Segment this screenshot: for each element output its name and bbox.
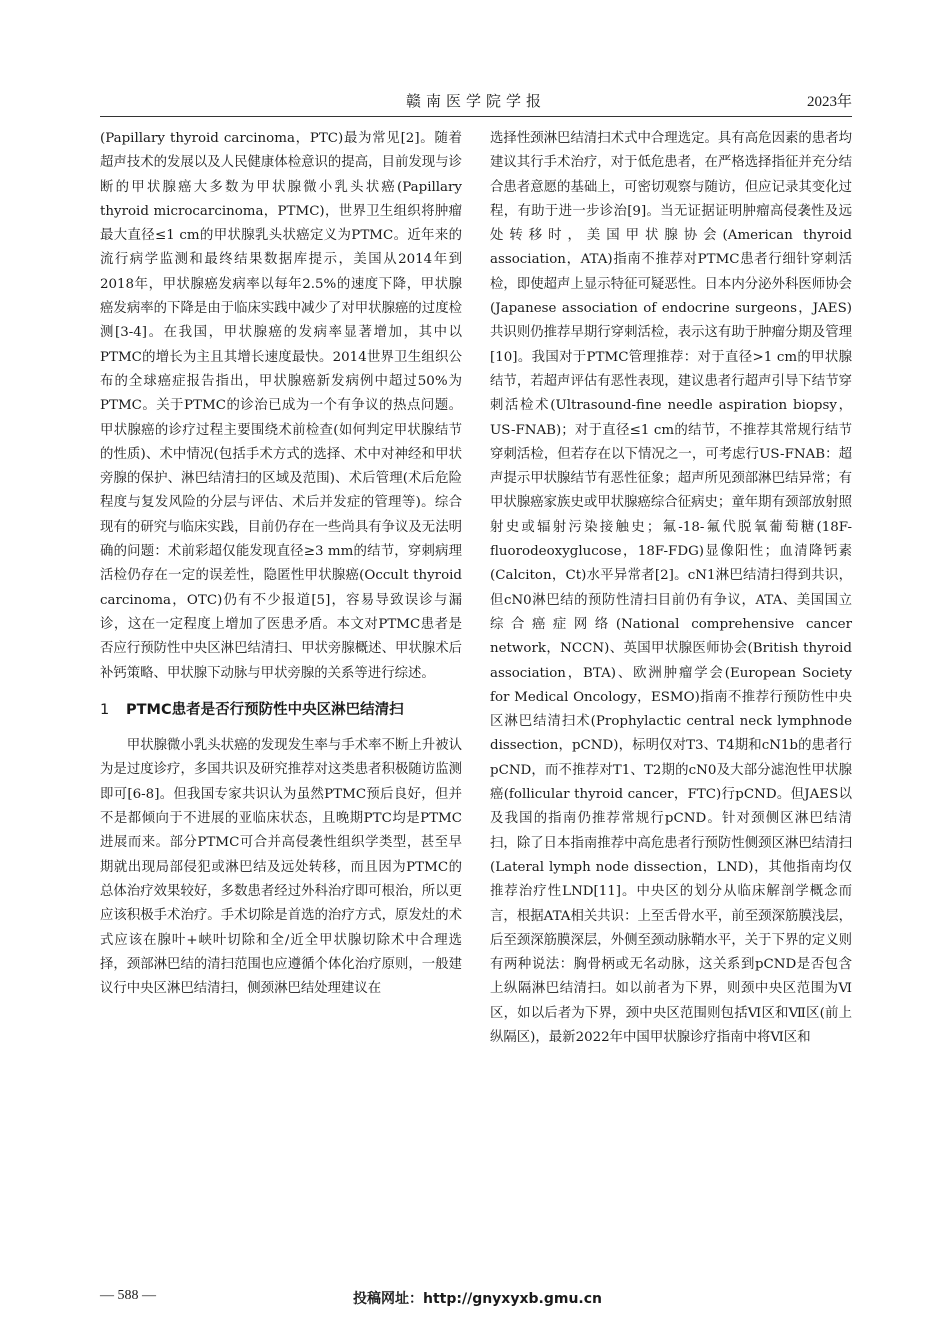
left-column [100, 127, 462, 1001]
intro-paragraph: (Papillary thyroid carcinoma，PTC)最为常见[2]。随着超声技术的发展以及人民健康体检意识的提高，目前发现与诊断的甲状腺癌大多数为甲状腺微小乳头状癌(Papillary thyroid microcarcinoma，PTMC)，世界卫生组织将肿瘤最大直径≤1 cm的甲状腺乳头状癌定义为PTMC。近年来的流行病学监测和最终结果数据库提示，美国从2014年到2018年，甲状腺癌发病率以每年2.5%的速度下降，甲状腺癌发病率的下降是由于临床实践中减少了对甲状腺癌的过度检测[3-4]。在我国，甲状腺癌的发病率显著增加，其中以PTMC的增长为主且其增长速度最快。2014世界卫生组织公布的全球癌症报告指出，甲状腺癌新发病例中超过50%为PTMC。关于PTMC的诊治已成为一个有争议的热点问题。甲状腺癌的诊疗过程主要围绕术前检查(如何判定甲状腺结节的性质)、术中情况(包括手术方式的选择、术中对神经和甲状旁腺的保护、淋巴结清扫的区域及范围)、术后管理(术后危险程度与复发风险的分层与评估、术后并发症的管理等)。综合现有的研究与临床实践，目前仍存在一些尚具有争议及无法明确的问题：术前彩超仅能发现直径≥3 mm的结节，穿刺病理活检仍存在一定的误差性，隐匿性甲状腺癌(Occult thyroid carcinoma，OTC)仍有不少报道[5]，容易导致误诊与漏诊，这在一定程度上增加了医患矛盾。本文对PTMC患者是否应行预防性中央区淋巴结清扫、甲状旁腺概述、甲状腺术后补钙策略、甲状腺下动脉与甲状旁腺的关系等进行综述。 [100, 131, 462, 681]
running-header [100, 90, 852, 112]
journal-year: 2023年 [806, 94, 852, 110]
section-heading [100, 698, 462, 722]
continued-paragraph: 选择性颈淋巴结清扫术式中合理选定。具有高危因素的患者均建议其行手术治疗，对于低危患者，在严格选择指征并充分结合患者意愿的基础上，可密切观察与随访，但应记录其变化过程，有助于进一步诊治[9]。当无证据证明肿瘤高侵袭性及远处转移时，美国甲状腺协会(American thyroid association，ATA)指南不推荐对PTMC患者行细针穿刺活检，即使超声上显示特征可疑恶性。日本内分泌外科医师协会(Japanese association of endocrine surgeons，JAES)共识则仍推荐早期行穿刺活检，表示这有助于肿瘤分期及管理[10]。我国对于PTMC管理推荐：对于直径>1 cm的甲状腺结节，若超声评估有恶性表现，建议患者行超声引导下结节穿刺活检术(Ultrasound-fine needle aspiration biopsy，US-FNAB)；对于直径≤1 cm的结节，不推荐其常规行结节穿刺活检，但若存在以下情况之一，可考虑行US-FNAB：超声提示甲状腺结节有恶性征象；超声所见颈部淋巴结异常；有甲状腺癌家族史或甲状腺癌综合征病史；童年期有颈部放射照射史或辐射污染接触史；氟-18-氟代脱氧葡萄糖(18F-fluorodeoxyglucose，18F-FDG)显像阳性；血清降钙素(Calciton，Ct)水平异常者[2]。cN1淋巴结清扫得到共识，但cN0淋巴结的预防性清扫目前仍有争议，ATA、美国国立综合癌症网络(National comprehensive cancer network，NCCN)、英国甲状腺医师协会(British thyroid association，BTA)、欧洲肿瘤学会(European Society for Medical Oncology，ESMO)指南不推荐行预防性中央区淋巴结清扫术(Prophylactic central neck lymphnode dissection，pCND)，标明仅对T3、T4期和cN1b的患者行pCND，而不推荐对T1、T2期的cN0及大部分滤泡性甲状腺癌(follicular thyroid cancer，FTC)行pCND。但JAES以及我国的指南仍推荐常规行pCND。针对颈侧区淋巴结清扫，除了日本指南推荐中高危患者行预防性侧颈区淋巴结清扫(Lateral lymph node dissection，LND)，其他指南均仅推荐治疗性LND[11]。中央区的划分从临床解剖学概念而言，根据ATA相关共识：上至舌骨水平，前至颈深筋膜浅层，后至颈深筋膜深层，外侧至颈动脉鞘水平，关于下界的定义则有两种说法：胸骨柄或无名动脉，这关系到pCND是否包含上纵隔淋巴结清扫。如以前者为下界，则颈中央区范围为Ⅵ区，如以后者为下界，颈中央区范围则包括Ⅵ区和Ⅶ区(前上纵隔区)，最新2022年中国甲状腺诊疗指南中将Ⅵ区和 [490, 131, 852, 1045]
page-number: — 588 — [100, 1288, 156, 1303]
submission-url: 投稿网址：http://gnyxyxb.gmu.cn [353, 1291, 602, 1307]
right-column [490, 127, 852, 1050]
journal-title: 赣南医学院学报 [405, 92, 546, 110]
section-title: PTMC患者是否行预防性中央区淋巴结清扫 [126, 701, 404, 718]
section-paragraph: 甲状腺微小乳头状癌的发现发生率与手术率不断上升被认为是过度诊疗，多国共识及研究推荐对这类患者积极随访监测即可[6-8]。但我国专家共识认为虽然PTMC预后良好，但并不是都倾向于不进展的亚临床状态，且晚期PTC均是PTMC进展而来。部分PTMC可合并高侵袭性组织学类型，甚至早期就出现局部侵犯或淋巴结及远处转移，而且因为PTMC的总体治疗效果较好，多数患者经过外科治疗即可根治，所以更应该积极手术治疗。手术切除是首选的治疗方式，原发灶的术式应该在腺叶+峡叶切除和全/近全甲状腺切除术中合理选择，颈部淋巴结的清扫范围也应遵循个体化治疗原则，一般建议行中央区淋巴结清扫，侧颈淋巴结处理建议在 [100, 738, 462, 997]
header-rule [100, 116, 852, 117]
section-number: 1 [100, 701, 110, 718]
page-footer [100, 1288, 852, 1308]
